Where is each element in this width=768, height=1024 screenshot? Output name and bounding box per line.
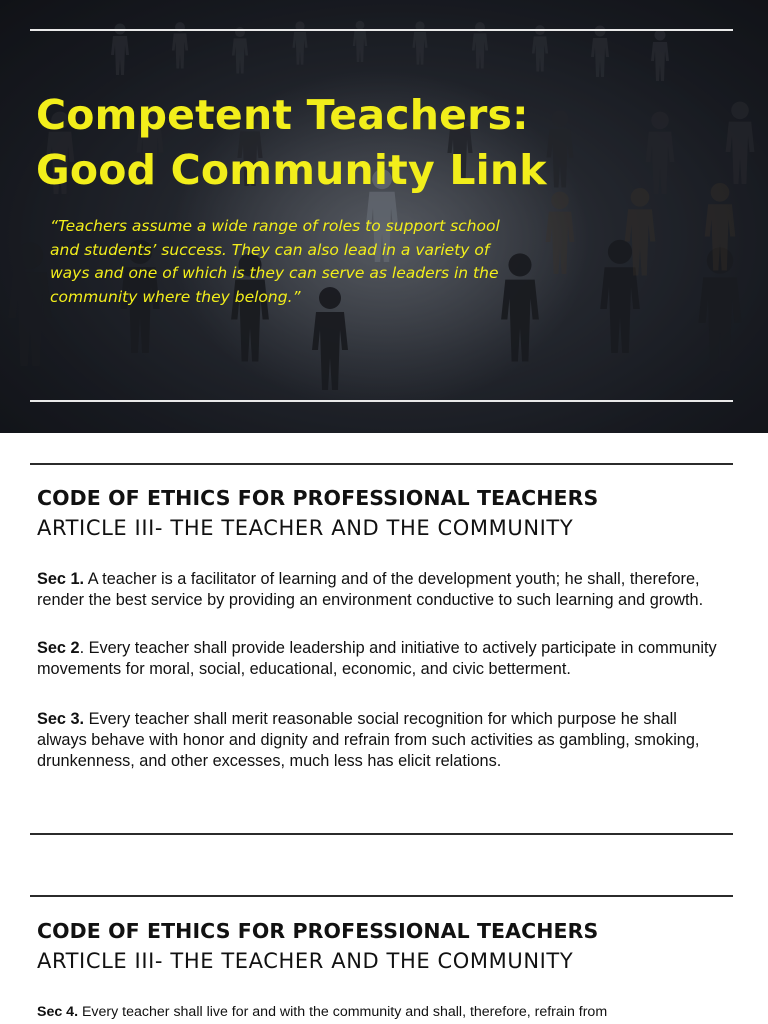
hero-banner	[0, 0, 768, 433]
sec3-label: Sec 3.	[37, 710, 85, 728]
section1-sec1	[37, 569, 717, 611]
hero-title-line2: Good Community Link	[36, 146, 547, 194]
section2-title: CODE OF ETHICS FOR PROFESSIONAL TEACHERS	[37, 919, 599, 943]
section1-subtitle: ARTICLE III- THE TEACHER AND THE COMMUNITY	[37, 516, 574, 540]
section1-top-divider	[30, 463, 733, 465]
hero-top-divider	[30, 29, 733, 31]
section1-title: CODE OF ETHICS FOR PROFESSIONAL TEACHERS	[37, 486, 599, 510]
sec4-text: Every teacher shall live for and with the community and shall, therefore, refrain from	[78, 1004, 608, 1020]
sec1-label: Sec 1.	[37, 570, 85, 588]
sec3-text: Every teacher shall merit reasonable social recognition for which purpose he shall always behave with honor and dignity and refrain from such activities as gambling, smoking, drunkenness, and other excesses, much less has elicit relations.	[37, 710, 700, 770]
sec2-text: . Every teacher shall provide leadership and initiative to actively participate in community movements for moral, social, educational, economic, and civic betterment.	[37, 639, 717, 678]
section2-subtitle: ARTICLE III- THE TEACHER AND THE COMMUNITY	[37, 949, 574, 973]
section1-bottom-divider	[30, 833, 733, 835]
sec2-label: Sec 2	[37, 639, 80, 657]
hero-bottom-divider	[30, 400, 733, 402]
sec4-label: Sec 4.	[37, 1004, 79, 1020]
section2-sec4	[37, 1002, 717, 1022]
hero-title	[36, 88, 547, 198]
section1-sec2	[37, 638, 717, 680]
sec1-text: A teacher is a facilitator of learning and of the development youth; he shall, therefore, render the best service by providing an environment conductive to such learning and growth.	[37, 570, 704, 609]
section1-sec3	[37, 709, 717, 772]
section2-top-divider	[30, 895, 733, 897]
hero-title-line1: Competent Teachers:	[36, 91, 529, 139]
hero-quote: “Teachers assume a wide range of roles to support school and students’ success. They can also lead in a variety of ways and one of which is they can serve as leaders in the community where they belong.”	[50, 217, 500, 306]
